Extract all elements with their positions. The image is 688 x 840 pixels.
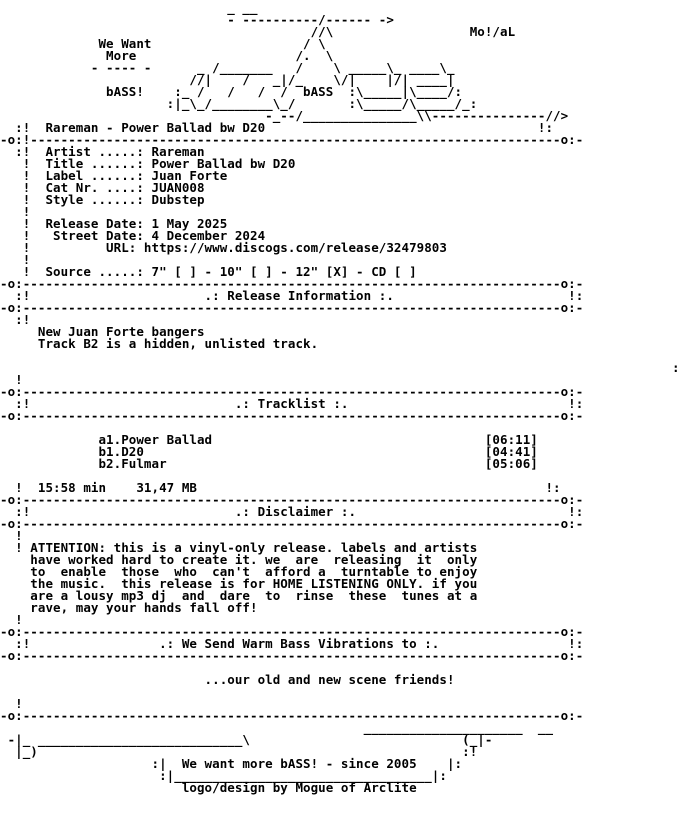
ascii-logo: _ __ - ----------/------ -> //\ Mo!/aL We Want / \ More /. \ - ---- - _ /_______ / \ _____\_ ____\_ //| / _|/_ \/| |/| ____| bASS! :_ / / / / bASS :\_____|\____/: :|_\_/________\_/ :\_____/\_____/_: -_--/_______________\\---------------//>: [90, 0, 569, 123]
greets-text: ...our old and new scene friends! ! -o:-----------------------------------------------------------------------o:-: [0, 672, 584, 723]
greets-heading: :! .: We Send Warm Bass Vibrations to :. !: -o:-----------------------------------------------------------------------o:-: [0, 636, 584, 663]
stray-colon: :: [672, 360, 680, 375]
release-info-text: New Juan Forte bangers Track B2 is a hidden, unlisted track. ! -o:-----------------------------------------------------------------------o:-: [0, 324, 584, 399]
totals-line: ! 15:58 min 31,47 MB !: -o:-----------------------------------------------------------------------o:-: [0, 480, 584, 507]
release-info-heading: :! .: Release Information :. !: -o:-----------------------------------------------------------------------o:- :!: [0, 288, 584, 327]
release-details: :! Artist .....: Rareman ! Title ......: Power Ballad bw D20 ! Label ......: Juan Forte ! Cat Nr. ....: JUAN008 ! Style ......: Dubstep ! ! Release Date: 1 May 2025 ! Street Date: 4 December 2024 ! URL: https://www.discogs.com/release/32479803 ! ! Source .....: 7" [ ] - 10" [ ] - 12" [X] - CD [ ] -o:-----------------------------------------------------------------------o:-: [0, 144, 584, 291]
tracklist-heading: :! .: Tracklist :. !: -o:-----------------------------------------------------------------------o:-: [0, 396, 584, 423]
disclaimer-text: ! ATTENTION: this is a vinyl-only release. labels and artists have worked hard to create it. we are releasing it only to enable those who can't afford a turntable to enjoy the music. this release is for HOME LISTENING ONLY. if you are a lousy mp3 dj and dare to rinse these tunes at a rave, may your hands fall off! ! -o:-----------------------------------------------------------------------o:-: [0, 540, 584, 639]
release-header: :! Rareman - Power Ballad bw D20 !: -o:!----------------------------------------------------------------------o:-: [0, 120, 584, 147]
nfo-document: [0, 2, 583, 794]
tracklist: a1.Power Ballad [06:11] b1.D20 [04:41] b2.Fulmar [05:06]: [98, 432, 538, 471]
disclaimer-heading: :! .: Disclaimer :. !: -o:-----------------------------------------------------------------------o:- !: [0, 504, 584, 543]
footer-banner: _____________________ __ -|_ ___________________________\ (_|- |_) :! :| We want more bASS! - since 2005 |: :|__________________________________|: logo/design by Mogue of Arclite: [7, 720, 554, 795]
